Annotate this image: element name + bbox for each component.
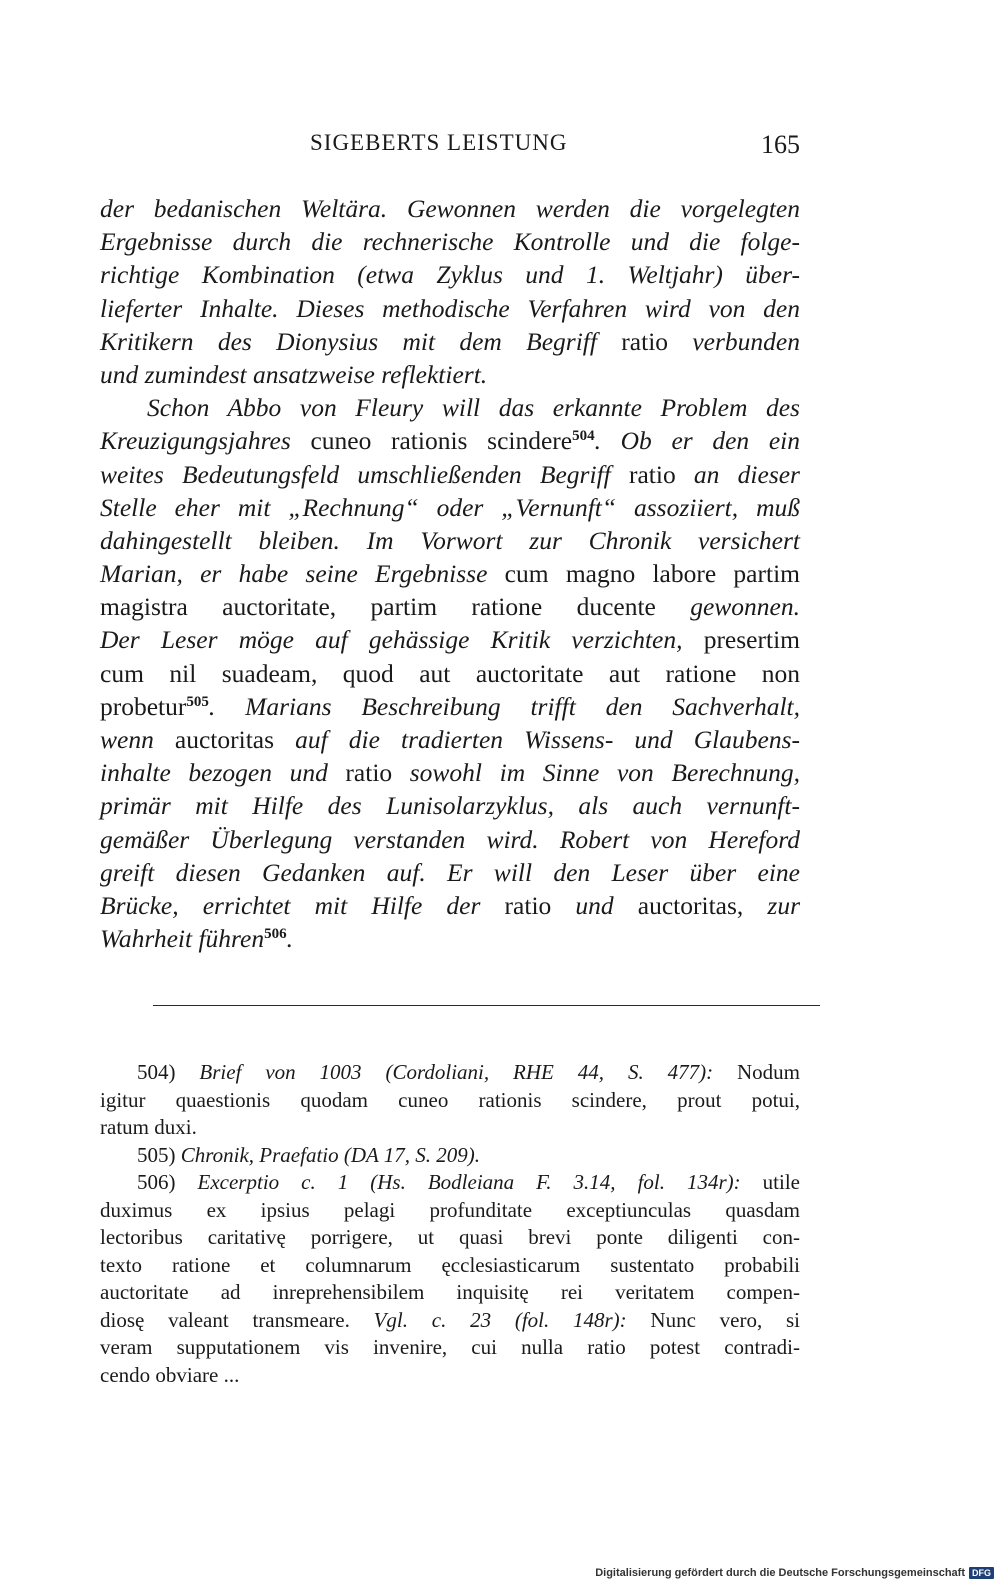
italic-text: der bedanischen Weltära. Gewonnen werden die vorgelegten xyxy=(100,194,800,223)
roman-text: diosę valeant transmeare. xyxy=(100,1307,374,1332)
footnote-line xyxy=(100,1307,800,1335)
roman-text: cendo obviare ... xyxy=(100,1362,240,1387)
text-line xyxy=(100,225,800,258)
italic-text: Stelle eher mit „Rechnung“ oder „Vernunft“ assoziiert, muß xyxy=(100,492,800,522)
dfg-logo-icon: DFG xyxy=(969,1567,994,1579)
italic-text: Brücke, errichtet mit Hilfe der xyxy=(100,890,505,920)
footnotes xyxy=(100,1059,800,1389)
roman-text: ratio xyxy=(621,326,669,356)
text-line xyxy=(100,889,800,922)
footnote-line xyxy=(100,1279,800,1307)
italic-text: dahingestellt bleiben. Im Vorwort zur Chronik versichert xyxy=(100,525,800,555)
text-line xyxy=(100,391,800,424)
page-number: 165 xyxy=(761,130,800,159)
italic-text: und zumindest ansatzweise reflektiert. xyxy=(100,359,488,389)
italic-text: Kreuzigungsjahres xyxy=(100,426,311,456)
footnote-line xyxy=(100,1087,800,1115)
text-line xyxy=(100,325,800,358)
footnote-line xyxy=(100,1252,800,1280)
italic-text: greift diesen Gedanken auf. Er will den Leser über eine xyxy=(100,857,800,887)
footnote-reference: 504 xyxy=(572,428,595,445)
italic-text: Brief von 1003 (Cordoliani, RHE 44, S. 477): xyxy=(199,1060,714,1084)
italic-text: verbunden xyxy=(668,326,800,356)
running-title: SIGEBERTS LEISTUNG xyxy=(310,130,568,155)
text-line xyxy=(100,424,800,457)
footnote-line xyxy=(100,1114,800,1142)
roman-text: 506) xyxy=(137,1170,198,1194)
roman-text: auctoritas xyxy=(174,725,275,754)
page-header xyxy=(100,130,800,164)
roman-text: igitur quaestionis quodam cuneo rationis scindere, prout potui, xyxy=(100,1087,800,1112)
text-line xyxy=(100,524,800,557)
roman-text: probetur xyxy=(100,691,187,721)
italic-text: lieferter Inhalte. Dieses methodische Verfahren wird von den xyxy=(100,293,800,323)
roman-text: lectoribus caritativę porrigere, ut quasi brevi ponte diligenti con- xyxy=(100,1225,800,1249)
footnote-line xyxy=(100,1197,800,1225)
footnote-reference: 505 xyxy=(186,693,209,710)
footnote-line xyxy=(100,1142,800,1170)
italic-text: Ergebnisse durch die rechnerische Kontrolle und die folge- xyxy=(100,227,800,257)
italic-text: Chronik, Praefatio (DA 17, S. 209). xyxy=(180,1142,480,1167)
italic-text: zur xyxy=(743,890,800,920)
text-line xyxy=(100,723,800,756)
text-line xyxy=(100,258,800,291)
text-line xyxy=(100,491,800,524)
text-line xyxy=(100,823,800,856)
footnote-separator xyxy=(153,1005,820,1006)
roman-text: 504) xyxy=(137,1060,200,1084)
text-line xyxy=(100,358,800,391)
roman-text: 505) xyxy=(137,1142,181,1167)
text-line xyxy=(100,590,800,623)
italic-text: Wahrheit führen xyxy=(100,924,265,954)
italic-text: Der Leser möge auf gehässige Kritik verzichten, xyxy=(100,625,704,655)
text-line xyxy=(100,856,800,889)
italic-text: auf die tradierten Wissens- und Glaubens- xyxy=(274,725,801,754)
italic-text: . xyxy=(286,924,293,954)
italic-text: . Marians Beschreibung trifft den Sachverhalt, xyxy=(208,691,800,721)
text-line xyxy=(100,192,800,225)
italic-text: und xyxy=(551,890,638,920)
roman-text: presertim xyxy=(703,625,800,655)
text-line xyxy=(100,623,800,656)
text-line xyxy=(100,557,800,590)
roman-text: Nodum xyxy=(713,1060,801,1084)
italic-text: . Ob er den ein xyxy=(594,426,800,456)
italic-text: an dieser xyxy=(675,459,800,489)
italic-text: Kritikern des Dionysius mit dem Begriff xyxy=(100,326,622,356)
roman-text: ratio xyxy=(345,758,393,788)
roman-text: auctoritas, xyxy=(637,890,744,920)
italic-text: inhalte bezogen und xyxy=(100,758,346,788)
main-text xyxy=(100,192,800,955)
footnote-reference: 506 xyxy=(264,926,287,943)
roman-text: cuneo rationis scindere xyxy=(310,426,573,456)
text-line xyxy=(100,657,800,690)
italic-text: Schon Abbo von Fleury will das erkannte Problem des xyxy=(147,393,800,423)
roman-text: auctoritate ad inreprehensibilem inquisitę rei veritatem compen- xyxy=(100,1280,800,1304)
roman-text: magistra auctoritate, partim ratione ducente xyxy=(100,592,691,622)
footnote-line xyxy=(100,1362,800,1390)
text-line xyxy=(100,789,800,822)
roman-text: ratio xyxy=(504,890,552,920)
roman-text: veram supputationem vis invenire, cui nulla ratio potest contradi- xyxy=(100,1335,800,1359)
text-line xyxy=(100,922,800,955)
italic-text: weites Bedeutungsfeld umschließenden Begriff xyxy=(100,459,629,489)
credit-text: Digitalisierung gefördert durch die Deutsche Forschungsgemeinschaft xyxy=(595,1567,965,1579)
roman-text: utile xyxy=(740,1170,800,1194)
italic-text: gemäßer Überlegung verstanden wird. Robert von Hereford xyxy=(100,824,800,854)
roman-text: duximus ex ipsius pelagi profunditate exceptiunculas quasdam xyxy=(100,1197,800,1222)
italic-text: richtige Kombination (etwa Zyklus und 1. Weltjahr) über- xyxy=(100,260,800,290)
digitization-credit xyxy=(595,1567,994,1579)
italic-text: Excerptio c. 1 (Hs. Bodleiana F. 3.14, fol. 134r): xyxy=(197,1170,741,1194)
italic-text: sowohl im Sinne von Berechnung, xyxy=(392,758,800,788)
footnote-line xyxy=(100,1169,800,1197)
italic-text: wenn xyxy=(100,725,175,754)
italic-text: Marian, er habe seine Ergebnisse xyxy=(100,559,505,589)
footnote-line xyxy=(100,1059,800,1087)
text-line xyxy=(100,690,800,723)
roman-text: texto ratione et columnarum ęcclesiasticarum sustentato probabili xyxy=(100,1252,800,1277)
roman-text: ratum duxi. xyxy=(100,1115,197,1139)
text-line xyxy=(100,458,800,491)
italic-text: Vgl. c. 23 (fol. 148r): xyxy=(373,1307,627,1332)
text-line xyxy=(100,756,800,789)
italic-text: gewonnen. xyxy=(690,592,800,622)
roman-text: ratio xyxy=(628,459,676,489)
text-line xyxy=(100,292,800,325)
italic-text: primär mit Hilfe des Lunisolarzyklus, als auch vernunft- xyxy=(100,791,800,821)
footnote-line xyxy=(100,1334,800,1362)
roman-text: cum magno labore partim xyxy=(504,559,800,589)
footnote-line xyxy=(100,1224,800,1252)
roman-text: cum nil suadeam, quod aut auctoritate aut ratione non xyxy=(100,658,800,688)
roman-text: Nunc vero, si xyxy=(626,1307,800,1332)
